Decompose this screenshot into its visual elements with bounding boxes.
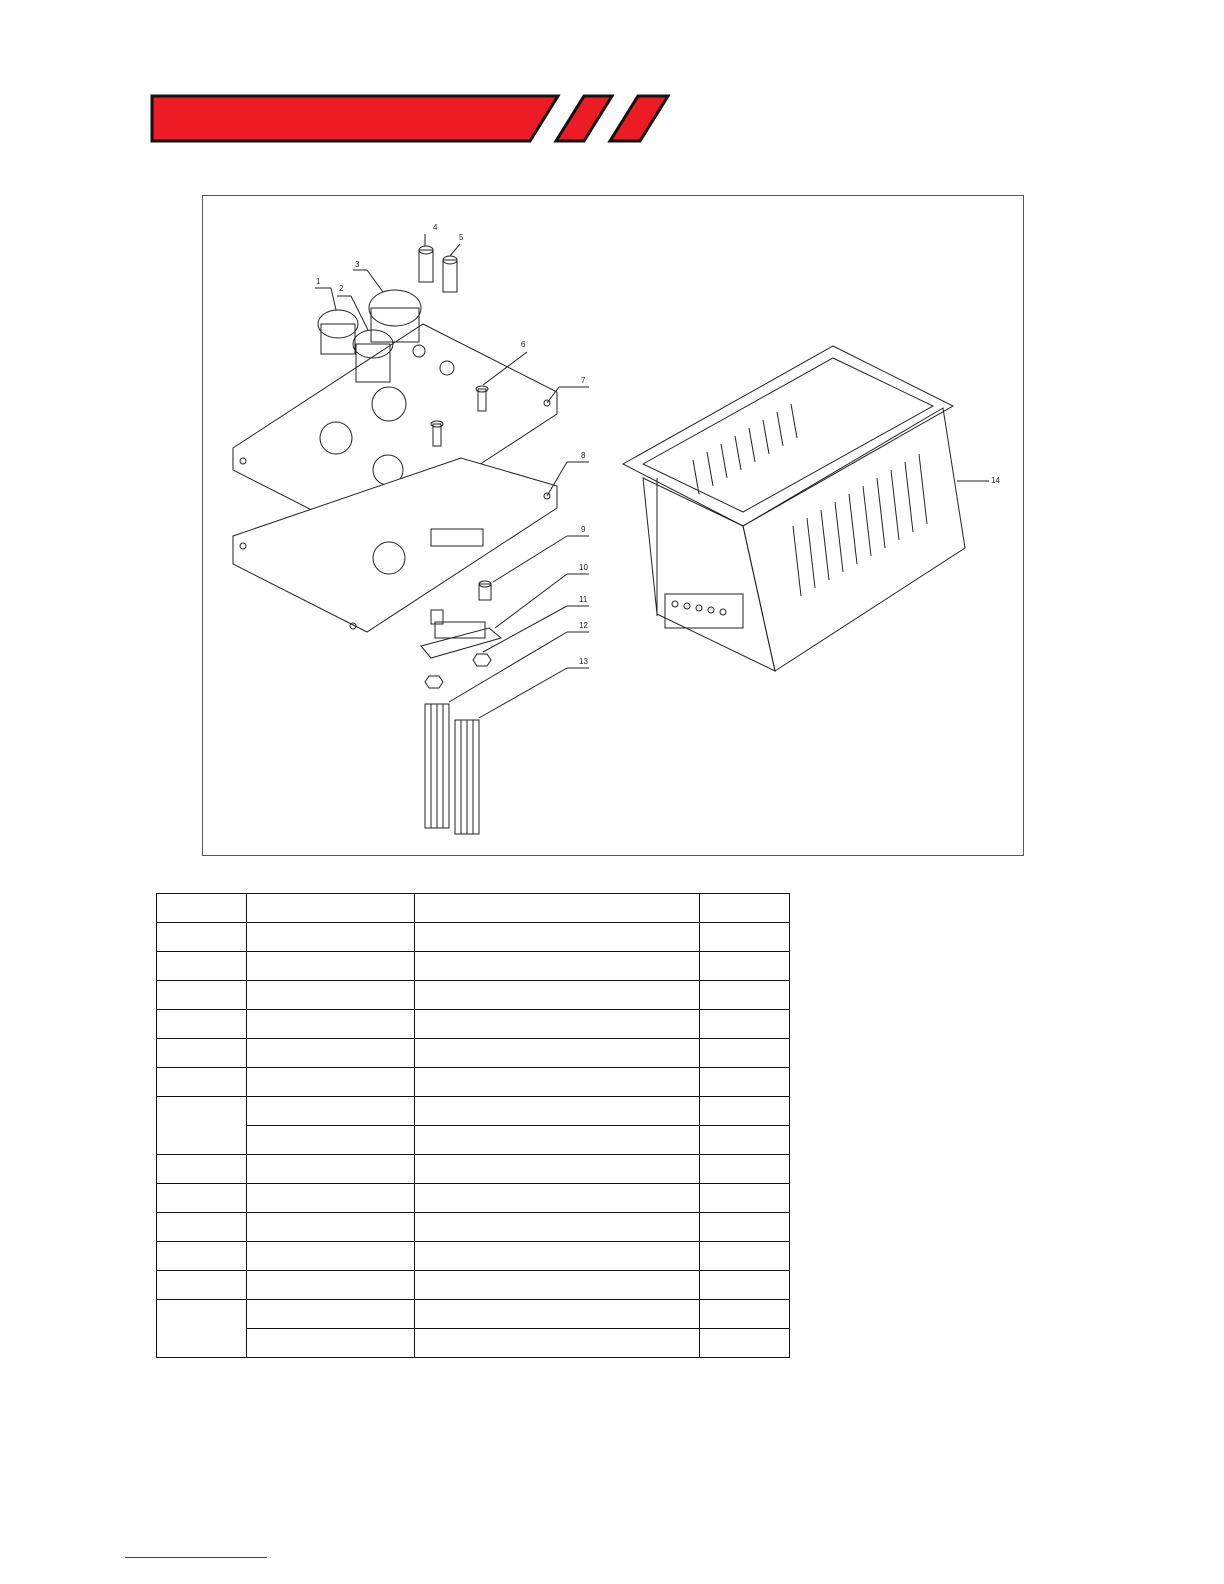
table-cell	[700, 1126, 790, 1155]
table-cell	[247, 1184, 415, 1213]
banner-slash-1	[556, 96, 612, 141]
table-cell	[415, 952, 700, 981]
header-banner	[148, 92, 678, 146]
table-row	[157, 923, 790, 952]
table-cell	[415, 1039, 700, 1068]
footer-link-underline[interactable]	[125, 1557, 267, 1558]
table-row	[157, 1068, 790, 1097]
table-cell	[157, 894, 247, 923]
table-cell	[415, 1329, 700, 1358]
table-cell	[415, 1184, 700, 1213]
table-cell	[157, 952, 247, 981]
table-cell	[247, 981, 415, 1010]
table-cell	[157, 1010, 247, 1039]
table-cell	[700, 1039, 790, 1068]
table-cell	[415, 1126, 700, 1155]
table-cell	[700, 1068, 790, 1097]
table-cell	[157, 1184, 247, 1213]
table-cell	[415, 894, 700, 923]
table-cell	[157, 1155, 247, 1184]
table-cell	[415, 1010, 700, 1039]
table-cell	[415, 1242, 700, 1271]
callout-10: 10	[579, 563, 588, 572]
table-cell	[157, 1097, 247, 1155]
table-cell	[700, 1329, 790, 1358]
table-cell	[157, 1300, 247, 1358]
table-cell	[700, 1184, 790, 1213]
table-cell	[415, 1097, 700, 1126]
table-cell	[157, 923, 247, 952]
table-row	[157, 1126, 790, 1155]
table-row	[157, 1184, 790, 1213]
table-cell	[700, 1155, 790, 1184]
table-cell	[415, 1068, 700, 1097]
callout-11: 11	[579, 595, 588, 604]
table-cell	[247, 1271, 415, 1300]
table-row	[157, 981, 790, 1010]
table-cell	[700, 1010, 790, 1039]
table-row	[157, 952, 790, 981]
table-cell	[157, 1039, 247, 1068]
table-cell	[415, 1213, 700, 1242]
callout-5: 5	[459, 233, 464, 242]
table-cell	[415, 981, 700, 1010]
table-cell	[700, 1300, 790, 1329]
callout-8: 8	[581, 451, 586, 460]
table-cell	[247, 1039, 415, 1068]
table-cell	[700, 1271, 790, 1300]
callout-12: 12	[579, 621, 588, 630]
callout-3: 3	[355, 260, 360, 269]
table-cell	[247, 1097, 415, 1126]
table-cell	[700, 1097, 790, 1126]
assembly-drawing	[203, 196, 1025, 857]
table-cell	[415, 1300, 700, 1329]
callout-4: 4	[433, 223, 438, 232]
table-cell	[247, 1300, 415, 1329]
table-cell	[157, 1213, 247, 1242]
table-cell	[157, 981, 247, 1010]
table-row	[157, 1271, 790, 1300]
table-row	[157, 1010, 790, 1039]
table-row	[157, 894, 790, 923]
table-row	[157, 1213, 790, 1242]
table-row	[157, 1242, 790, 1271]
table-row	[157, 1329, 790, 1358]
banner-slash-2	[610, 96, 668, 141]
exploded-assembly-figure	[202, 195, 1024, 856]
table-cell	[247, 1213, 415, 1242]
table-cell	[415, 923, 700, 952]
callout-1: 1	[316, 277, 321, 286]
callout-13: 13	[579, 657, 588, 666]
callout-14: 14	[991, 476, 1000, 485]
table-cell	[157, 1068, 247, 1097]
table-row	[157, 1097, 790, 1126]
table-cell	[700, 923, 790, 952]
table-cell	[157, 1271, 247, 1300]
table-cell	[247, 1126, 415, 1155]
table-cell	[247, 1242, 415, 1271]
callout-6: 6	[521, 340, 526, 349]
banner-main-stripe	[152, 96, 558, 141]
table-row	[157, 1039, 790, 1068]
table-cell	[415, 1271, 700, 1300]
table-cell	[247, 923, 415, 952]
table-cell	[247, 1068, 415, 1097]
table-cell	[247, 952, 415, 981]
table-cell	[700, 1213, 790, 1242]
table-cell	[247, 1155, 415, 1184]
table-cell	[247, 1329, 415, 1358]
parts-list-table	[156, 893, 790, 1358]
table-cell	[700, 981, 790, 1010]
table-cell	[700, 952, 790, 981]
table-row	[157, 1300, 790, 1329]
table-cell	[700, 1242, 790, 1271]
table-cell	[415, 1155, 700, 1184]
table-cell	[157, 1242, 247, 1271]
table-row	[157, 1155, 790, 1184]
table-cell	[247, 1010, 415, 1039]
table-cell	[247, 894, 415, 923]
callout-9: 9	[581, 525, 586, 534]
table-cell	[700, 894, 790, 923]
callout-7: 7	[581, 376, 586, 385]
callout-2: 2	[339, 284, 344, 293]
